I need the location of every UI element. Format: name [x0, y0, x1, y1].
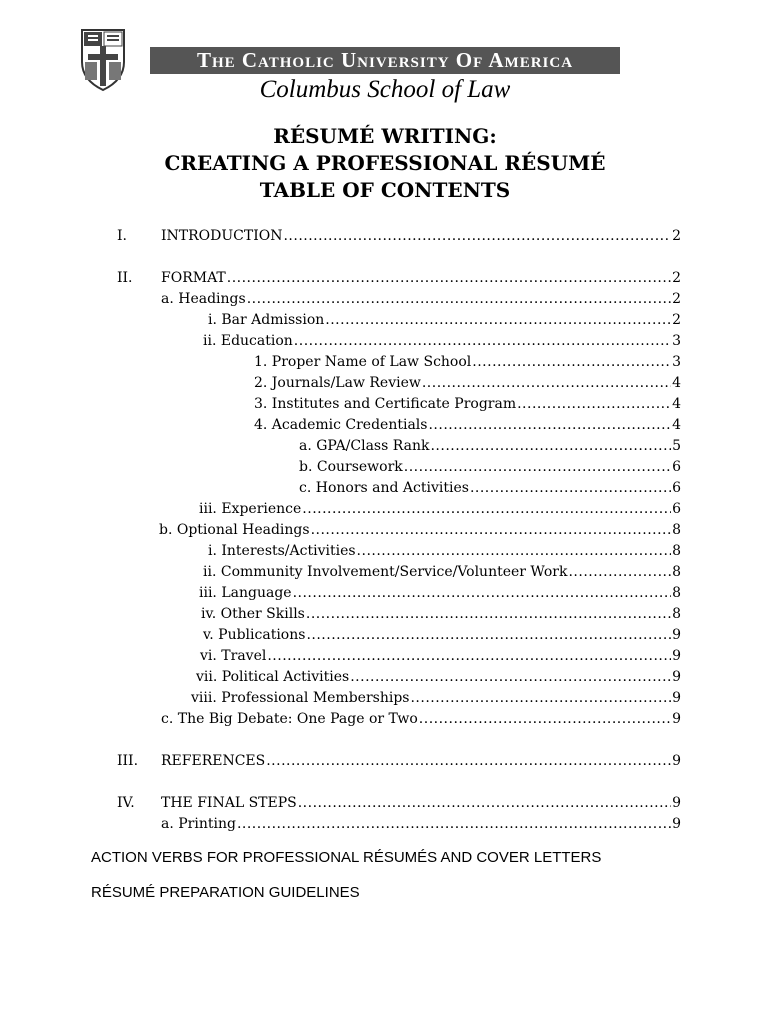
toc-entry-final-steps[interactable]: [161, 795, 681, 815]
toc-page-number: 8: [672, 543, 681, 559]
toc-page-number: 2: [672, 291, 681, 307]
toc-page-number: 8: [672, 606, 681, 622]
toc-entry-label: b. Coursework: [299, 459, 403, 475]
toc-entry-label: iii. Language: [199, 585, 292, 601]
toc-entry-label: ii. Education: [203, 333, 293, 349]
toc-page-number: 3: [672, 354, 681, 370]
toc-entry-label: b. Optional Headings: [159, 522, 310, 538]
toc-entry-label: INTRODUCTION: [161, 228, 283, 244]
university-crest-icon: [80, 28, 126, 92]
toc-entry-label: viii. Professional Memberships: [191, 690, 410, 706]
toc-entry-label: a. Headings: [161, 291, 246, 307]
toc-entry-coursework[interactable]: [299, 459, 681, 479]
toc-page-number: 8: [672, 585, 681, 601]
dot-leader: [430, 438, 671, 454]
toc-entry-bar-admission[interactable]: [208, 312, 681, 332]
toc-entry-label: FORMAT: [161, 270, 226, 286]
toc-entry-label: iii. Experience: [199, 501, 302, 517]
toc-entry-label: 1. Proper Name of Law School: [254, 354, 472, 370]
section-numeral: I.: [117, 228, 127, 244]
toc-entry-other-skills[interactable]: [201, 606, 681, 626]
toc-page-number: 8: [672, 564, 681, 580]
toc-entry-label: a. GPA/Class Rank: [299, 438, 430, 454]
toc-entry-label: REFERENCES: [161, 753, 266, 769]
school-name: Columbus School of Law: [259, 76, 511, 103]
toc-entry-label: v. Publications: [203, 627, 306, 643]
toc-page-number: 4: [672, 396, 681, 412]
dot-leader: [422, 375, 671, 391]
toc-entry-political[interactable]: [196, 669, 681, 689]
toc-page-number: 2: [672, 228, 681, 244]
toc-entry-references[interactable]: [161, 753, 681, 773]
toc-entry-printing[interactable]: [161, 816, 681, 836]
dot-leader: [404, 459, 671, 475]
toc-page-number: 2: [672, 270, 681, 286]
dot-leader: [517, 396, 671, 412]
dot-leader: [311, 522, 672, 538]
toc-page-number: 3: [672, 333, 681, 349]
toc-page-number: 6: [672, 480, 681, 496]
dot-leader: [357, 543, 672, 559]
toc-page-number: 9: [672, 711, 681, 727]
dot-leader: [419, 711, 671, 727]
dot-leader: [470, 480, 671, 496]
toc-entry-memberships[interactable]: [191, 690, 681, 710]
section-numeral: II.: [117, 270, 133, 286]
dot-leader: [298, 795, 671, 811]
toc-entry-journals[interactable]: [254, 375, 681, 395]
appendix-action-verbs[interactable]: ACTION VERBS FOR PROFESSIONAL RÉSUMÉS AND COVER LETTERS: [91, 849, 602, 866]
section-numeral: III.: [117, 753, 139, 769]
dot-leader: [266, 753, 671, 769]
toc-entry-language[interactable]: [199, 585, 681, 605]
toc-entry-travel[interactable]: [200, 648, 681, 668]
dot-leader: [350, 669, 671, 685]
toc-entry-label: i. Bar Admission: [208, 312, 325, 328]
toc-entry-experience[interactable]: [199, 501, 681, 521]
dot-leader: [237, 816, 671, 832]
toc-entry-institutes[interactable]: [254, 396, 681, 416]
toc-entry-label: vii. Political Activities: [196, 669, 350, 685]
dot-leader: [247, 291, 671, 307]
toc-entry-publications[interactable]: [203, 627, 681, 647]
toc-entry-label: 4. Academic Credentials: [254, 417, 428, 433]
toc-entry-gpa[interactable]: [299, 438, 681, 458]
toc-page-number: 9: [672, 627, 681, 643]
university-name-banner: The Catholic University Of America: [150, 47, 620, 74]
document-title: RÉSUMÉ WRITING:: [273, 124, 497, 148]
dot-leader: [568, 564, 671, 580]
toc-page-number: 9: [672, 816, 681, 832]
dot-leader: [410, 690, 671, 706]
dot-leader: [306, 606, 671, 622]
toc-page-number: 9: [672, 690, 681, 706]
toc-entry-interests[interactable]: [208, 543, 681, 563]
toc-entry-label: i. Interests/Activities: [208, 543, 356, 559]
toc-page-number: 5: [672, 438, 681, 454]
toc-entry-headings[interactable]: [161, 291, 681, 311]
toc-page-number: 6: [672, 459, 681, 475]
toc-page-number: 8: [672, 522, 681, 538]
dot-leader: [472, 354, 671, 370]
toc-page-number: 2: [672, 312, 681, 328]
dot-leader: [283, 228, 671, 244]
toc-page-number: 9: [672, 669, 681, 685]
toc-entry-community[interactable]: [203, 564, 681, 584]
toc-heading: TABLE OF CONTENTS: [259, 178, 511, 202]
appendix-guidelines[interactable]: RÉSUMÉ PREPARATION GUIDELINES: [91, 884, 360, 901]
toc-entry-label: c. The Big Debate: One Page or Two: [161, 711, 418, 727]
toc-entry-education[interactable]: [203, 333, 681, 353]
toc-entry-label: a. Printing: [161, 816, 236, 832]
toc-page-number: 6: [672, 501, 681, 517]
dot-leader: [293, 585, 672, 601]
dot-leader: [428, 417, 671, 433]
toc-entry-format[interactable]: [161, 270, 681, 290]
toc-entry-label: iv. Other Skills: [201, 606, 305, 622]
toc-entry-introduction[interactable]: [161, 228, 681, 248]
dot-leader: [294, 333, 671, 349]
toc-entry-label: THE FINAL STEPS: [161, 795, 297, 811]
toc-entry-academic-credentials[interactable]: [254, 417, 681, 437]
toc-entry-label: 2. Journals/Law Review: [254, 375, 421, 391]
toc-entry-honors[interactable]: [299, 480, 681, 500]
toc-entry-label: c. Honors and Activities: [299, 480, 469, 496]
toc-page-number: 4: [672, 417, 681, 433]
dot-leader: [302, 501, 671, 517]
toc-entry-label: vi. Travel: [200, 648, 267, 664]
toc-page-number: 9: [672, 753, 681, 769]
dot-leader: [227, 270, 671, 286]
toc-entry-law-school-name[interactable]: [254, 354, 681, 374]
toc-page-number: 4: [672, 375, 681, 391]
toc-page-number: 9: [672, 795, 681, 811]
toc-entry-optional-headings[interactable]: [159, 522, 681, 542]
document-subtitle: CREATING A PROFESSIONAL RÉSUMÉ: [164, 151, 606, 175]
dot-leader: [306, 627, 671, 643]
dot-leader: [325, 312, 671, 328]
toc-entry-big-debate[interactable]: [161, 711, 681, 731]
dot-leader: [267, 648, 671, 664]
toc-page-number: 9: [672, 648, 681, 664]
section-numeral: IV.: [117, 795, 135, 811]
toc-entry-label: ii. Community Involvement/Service/Volunteer Work: [203, 564, 568, 580]
toc-entry-label: 3. Institutes and Certificate Program: [254, 396, 517, 412]
